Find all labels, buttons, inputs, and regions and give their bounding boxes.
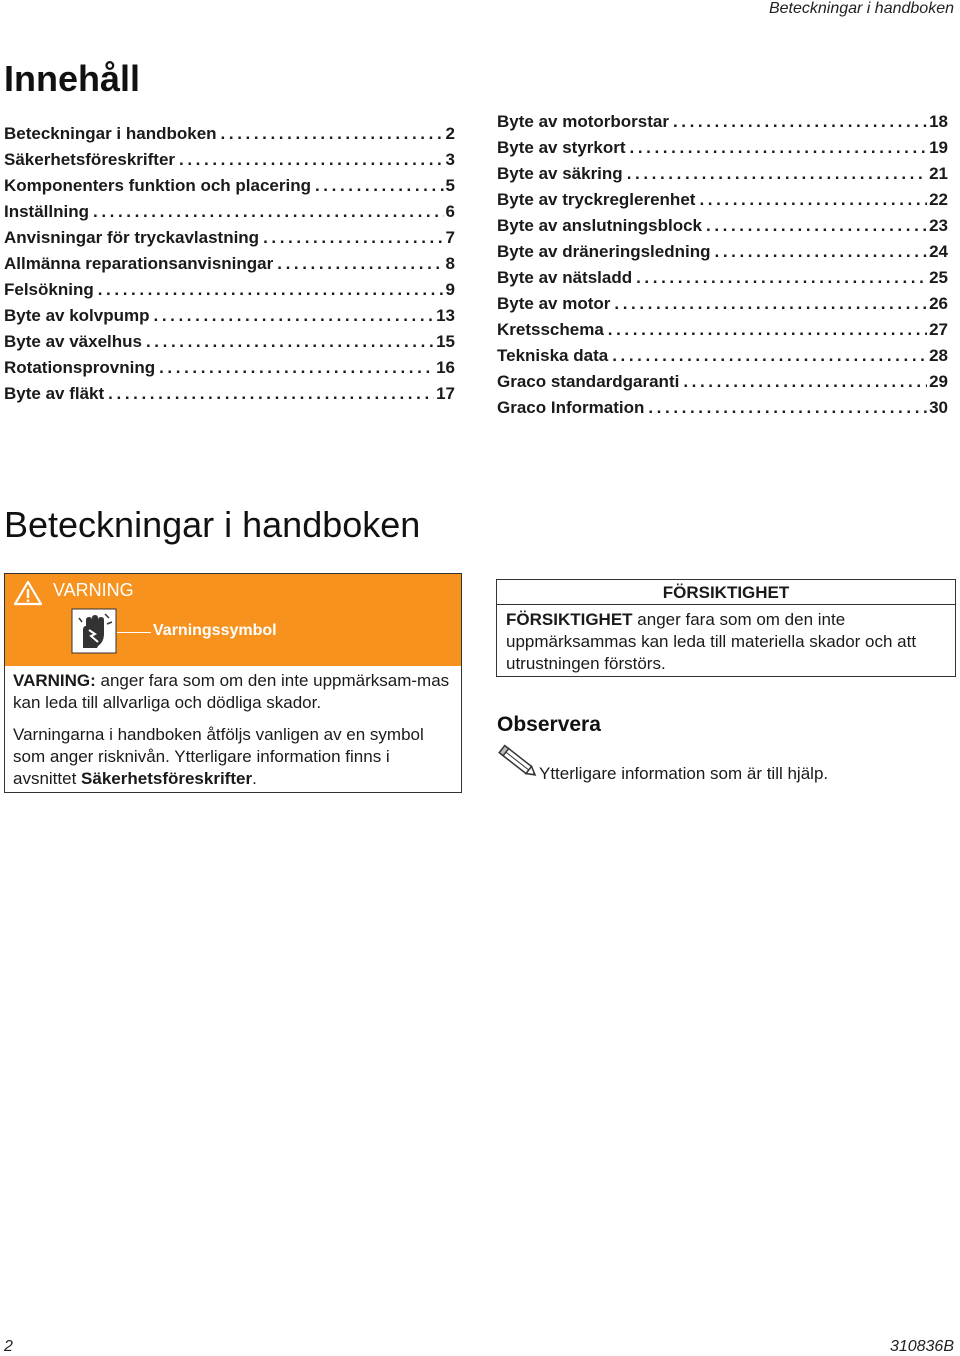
toc-entry-page: 19 [929, 138, 948, 157]
toc-entry-page: 28 [929, 346, 948, 365]
toc-dot-leader [154, 306, 435, 326]
toc-entry-label: Byte av tryckreglerenhet [497, 190, 696, 209]
electric-shock-hand-icon [71, 608, 117, 654]
toc-dot-leader [648, 398, 927, 418]
toc-entry[interactable] [4, 176, 455, 202]
toc-entry-label: Byte av fläkt [4, 384, 105, 403]
toc-entry-label: Byte av styrkort [497, 138, 626, 157]
toc-entry-label: Inställning [4, 202, 89, 221]
caution-text: anger fara som om den inte uppmärksammas kan leda till materiella skador och att utrustningen förstörs. [506, 610, 917, 673]
toc-entry-page: 23 [929, 216, 948, 235]
toc-entry[interactable] [497, 242, 948, 268]
warning-keyword: VARNING: [13, 671, 96, 690]
toc-entry-page: 3 [445, 150, 455, 169]
toc-entry-page: 15 [436, 332, 455, 351]
toc-entry[interactable] [497, 398, 948, 424]
toc-entry[interactable] [497, 268, 948, 294]
toc-entry-page: 21 [929, 164, 948, 183]
toc-entry-label: Beteckningar i handboken [4, 124, 217, 143]
toc-entry[interactable] [497, 216, 948, 242]
toc-dot-leader [179, 150, 444, 170]
toc-entry-page: 8 [445, 254, 455, 273]
toc-entry-label: Allmänna reparationsanvisningar [4, 254, 274, 273]
toc-dot-leader [627, 164, 927, 184]
toc-entry-page: 29 [929, 372, 948, 391]
toc-entry-label: Tekniska data [497, 346, 609, 365]
toc-entry-page: 9 [445, 280, 455, 299]
toc-entry[interactable] [4, 150, 455, 176]
toc-entry-page: 18 [929, 112, 948, 131]
warning-header [5, 574, 461, 666]
running-head: Beteckningar i handboken [768, 0, 954, 17]
toc-entry[interactable] [4, 202, 455, 228]
toc-entry[interactable] [497, 320, 948, 346]
toc-entry-page: 13 [436, 306, 455, 325]
toc-entry[interactable] [497, 138, 948, 164]
toc-entry-page: 25 [929, 268, 948, 287]
toc-dot-leader [263, 228, 443, 248]
toc-entry-label: Byte av anslutningsblock [497, 216, 702, 235]
toc-entry-label: Säkerhetsföreskrifter [4, 150, 176, 169]
toc-dot-leader [699, 190, 927, 210]
toc-entry-page: 22 [929, 190, 948, 209]
toc-dot-leader [159, 358, 434, 378]
toc-dot-leader [98, 280, 444, 300]
toc-entry-label: Komponenters funktion och placering [4, 176, 311, 195]
warning-title: VARNING [53, 580, 134, 600]
toc-entry-page: 26 [929, 294, 948, 313]
toc-entry[interactable] [4, 306, 455, 332]
toc-entry[interactable] [4, 332, 455, 358]
toc-entry-page: 7 [445, 228, 455, 247]
document-number: 310836B [889, 1338, 954, 1355]
toc-entry[interactable] [497, 112, 948, 138]
toc-dot-leader [683, 372, 927, 392]
caution-box [496, 579, 956, 677]
warning-symbol-leader [117, 632, 151, 633]
toc-entry-label: Byte av dräneringsledning [497, 242, 711, 261]
toc-dot-leader [108, 384, 434, 404]
warning-body [13, 670, 455, 800]
toc-dot-leader [93, 202, 444, 222]
toc-entry-label: Byte av kolvpump [4, 306, 150, 325]
toc-dot-leader [636, 268, 927, 288]
toc-entry-page: 5 [445, 176, 455, 195]
warning-paragraph-1 [13, 670, 455, 714]
toc-entry[interactable] [497, 346, 948, 372]
toc-entry-label: Byte av motor [497, 294, 611, 313]
caution-title: FÖRSIKTIGHET [497, 580, 955, 605]
toc-left-column [4, 124, 455, 410]
toc-dot-leader [315, 176, 444, 196]
toc-dot-leader [277, 254, 443, 274]
toc-entry-label: Byte av nätsladd [497, 268, 633, 287]
toc-entry[interactable] [497, 190, 948, 216]
warning-paragraph-2 [13, 724, 455, 790]
toc-dot-leader [715, 242, 928, 262]
toc-dot-leader [706, 216, 927, 236]
toc-entry-page: 17 [436, 384, 455, 403]
toc-entry[interactable] [4, 124, 455, 150]
warning-triangle-icon [13, 580, 43, 606]
note-title: Observera [497, 713, 601, 736]
toc-entry-page: 16 [436, 358, 455, 377]
toc-entry-label: Felsökning [4, 280, 94, 299]
safety-section-reference: Säkerhetsföreskrifter [81, 769, 253, 788]
section-title: Beteckningar i handboken [4, 504, 421, 545]
toc-dot-leader [146, 332, 434, 352]
caution-keyword: FÖRSIKTIGHET [506, 610, 633, 629]
toc-entry[interactable] [4, 384, 455, 410]
toc-entry[interactable] [497, 372, 948, 398]
note-text: Ytterligare information som är till hjälp. [539, 764, 829, 783]
toc-entry-label: Kretsschema [497, 320, 604, 339]
toc-dot-leader [612, 346, 927, 366]
toc-entry-page: 24 [929, 242, 948, 261]
toc-title: Innehåll [4, 58, 141, 99]
toc-entry-label: Byte av motorborstar [497, 112, 669, 131]
warning-symbol-label: Varningssymbol [153, 622, 277, 639]
toc-dot-leader [614, 294, 927, 314]
toc-dot-leader [673, 112, 927, 132]
toc-dot-leader [630, 138, 928, 158]
toc-entry-label: Graco standardgaranti [497, 372, 680, 391]
toc-entry[interactable] [4, 254, 455, 280]
toc-entry[interactable] [4, 228, 455, 254]
toc-entry-page: 2 [445, 124, 455, 143]
page-number: 2 [4, 1338, 13, 1355]
warning-text-1: anger fara som om den inte uppmärksam-mas kan leda till allvarliga och dödliga skador. [13, 671, 450, 712]
toc-entry-label: Graco Information [497, 398, 645, 417]
warning-box [4, 573, 462, 793]
warning-text-end: . [252, 769, 257, 788]
pencil-icon [497, 742, 541, 784]
toc-entry[interactable] [4, 358, 455, 384]
toc-entry-label: Anvisningar för tryckavlastning [4, 228, 260, 247]
warning-text-2: Varningarna i handboken åtföljs vanligen av en symbol som anger risknivån. Ytterligare information finns i avsnittet [13, 725, 424, 788]
toc-entry-label: Rotationsprovning [4, 358, 156, 377]
toc-right-column [497, 112, 948, 424]
toc-entry[interactable] [497, 294, 948, 320]
toc-entry[interactable] [4, 280, 455, 306]
toc-entry-label: Byte av säkring [497, 164, 623, 183]
toc-entry-page: 27 [929, 320, 948, 339]
toc-entry[interactable] [497, 164, 948, 190]
toc-dot-leader [608, 320, 927, 340]
caution-body [506, 609, 949, 675]
toc-entry-label: Byte av växelhus [4, 332, 142, 351]
toc-dot-leader [221, 124, 444, 144]
toc-entry-page: 30 [929, 398, 948, 417]
toc-entry-page: 6 [445, 202, 455, 221]
